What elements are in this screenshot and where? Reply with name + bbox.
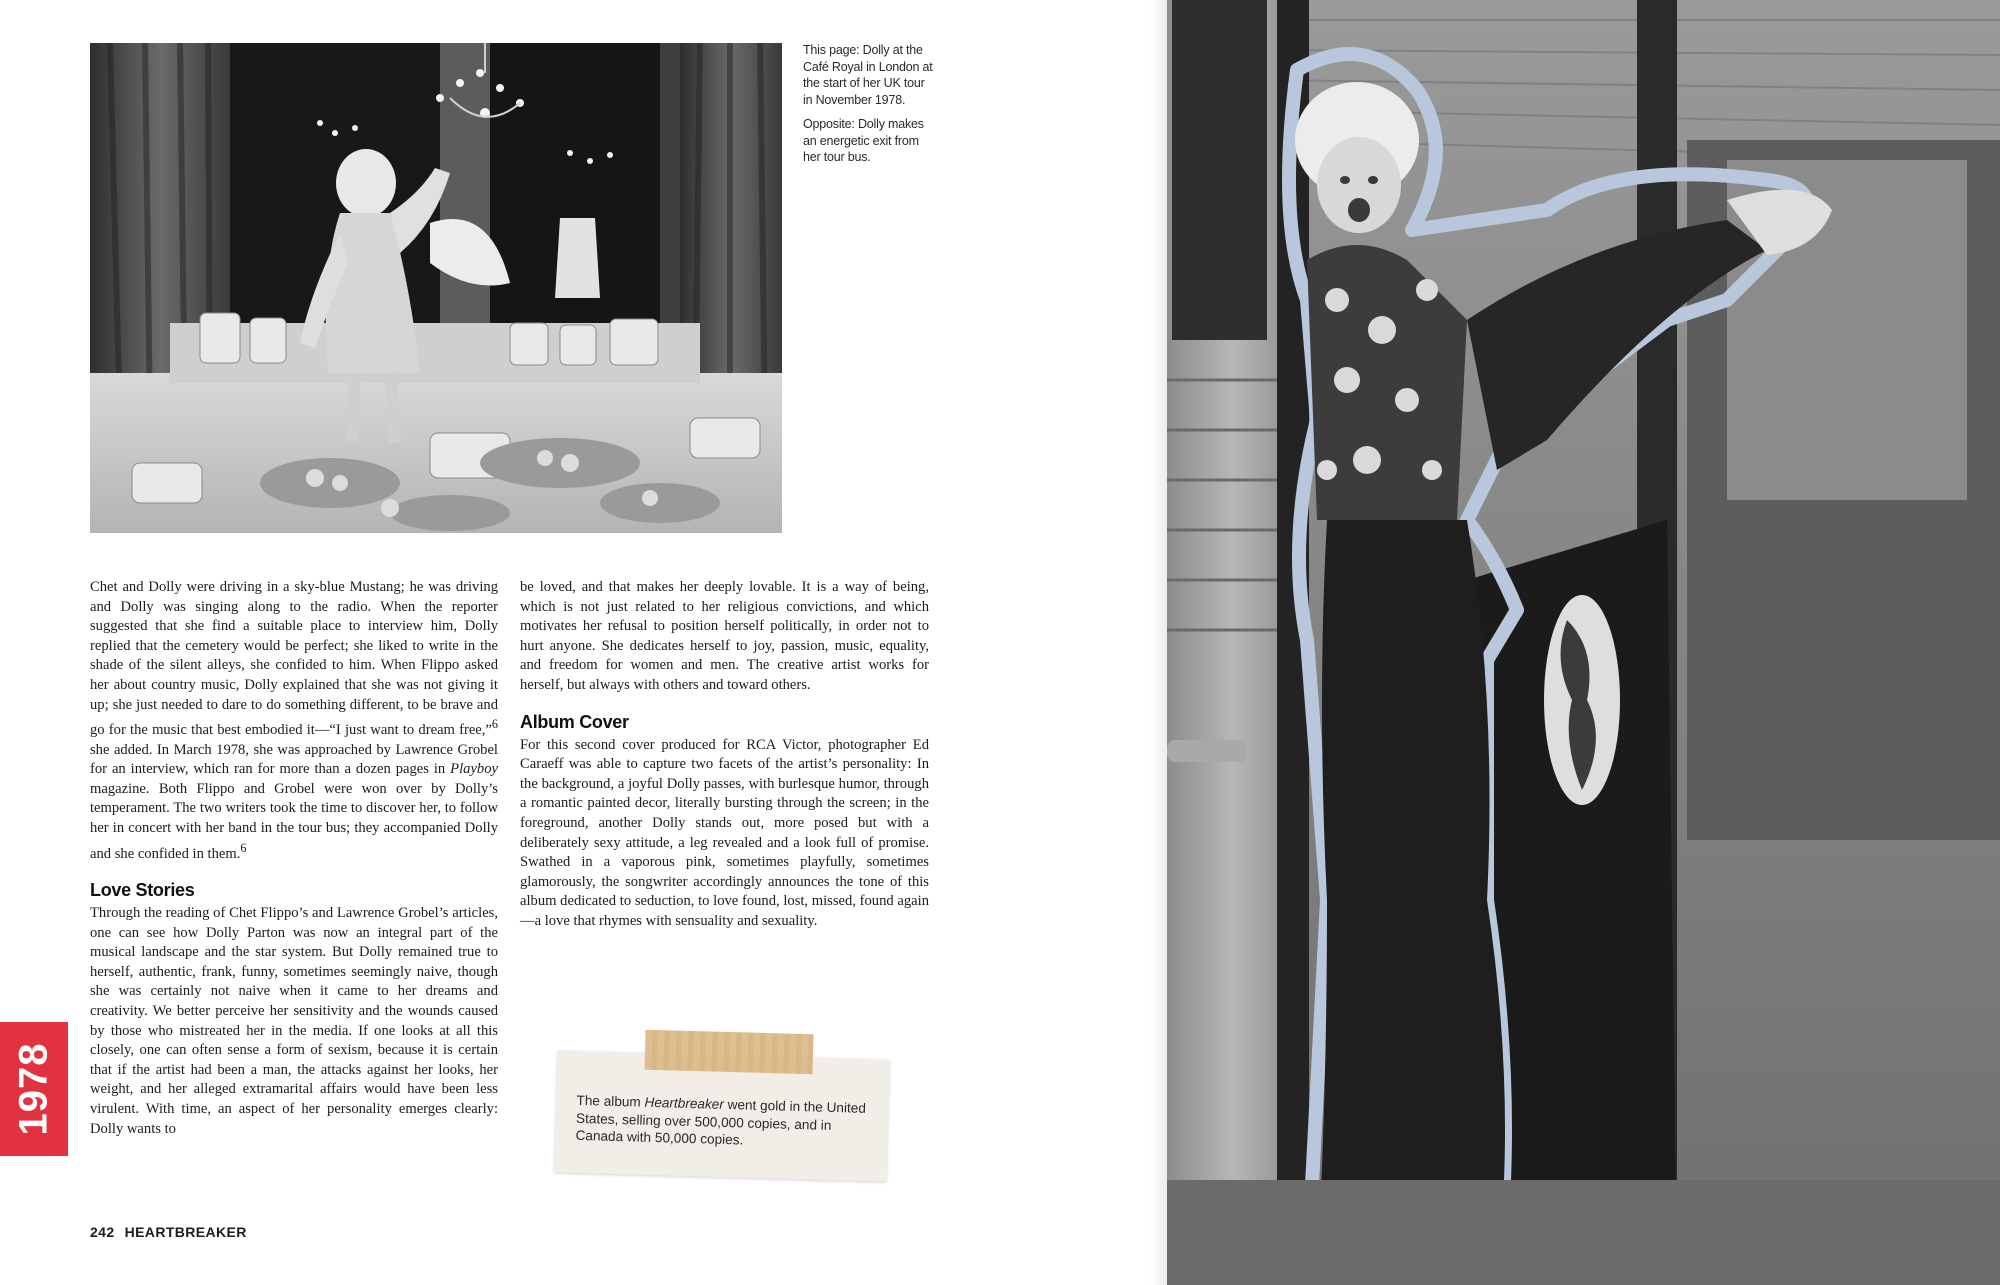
note-text	[575, 1092, 876, 1153]
note-prefix: The album	[576, 1092, 645, 1110]
subhead-love-stories: Love Stories	[90, 880, 195, 901]
caption-this-page: This page: Dolly at the Café Royal in London at the start of her UK tour in November 1978.	[803, 43, 933, 107]
year-label: 1978	[11, 1042, 56, 1136]
intro-text-b: she added. In March 1978, she was approached by Lawrence Grobel for an interview, which ran for more than a dozen pages in	[90, 741, 498, 778]
intro-text-c: magazine. Both Flippo and Grobel were won over by Dolly’s temperament. The two writers took the time to discover her, to follow her in concert with her band in the tour bus; they accompanied Dolly and she confided in them.	[90, 780, 498, 862]
paragraph-intro	[90, 578, 498, 864]
chapter-title: HEARTBREAKER	[124, 1224, 247, 1240]
footnote-ref: 6	[240, 840, 247, 855]
tour-bus-photo	[1167, 0, 2000, 1285]
text-column-2	[520, 578, 929, 932]
paragraph-love-stories: Through the reading of Chet Flippo’s and Lawrence Grobel’s articles, one can see how Dolly Parton was now an integral part of the musical landscape and the star system. But Dolly remained true to herself, authentic, frank, funny, sometimes seemingly naive, though she was certainly not naive when it came to her dreams and creativity. We better perceive her sensitivity and the wounds caused by those who mistreated her in the media. If one looks at all this closely, one can often sense a form of sexism, because it is certain that if the artist had been a man, the attacks against her looks, her weight, and her alleged extramarital affairs would have been less virulent. With time, an aspect of her personality emerges clearly: Dolly wants to	[90, 905, 498, 1137]
cafe-royal-photo-illustration	[90, 43, 782, 533]
paragraph-continued: be loved, and that makes her deeply lovable. It is a way of being, which is not just related to her religious convictions, and which motivates her refusal to position herself politically, in order not to hurt anyone. She dedicates herself to joy, passion, music, equality, and freedom for women and men. The creative artist works for herself, but always with others and toward others.	[520, 579, 929, 693]
tape-strip	[645, 1030, 814, 1074]
tour-bus-photo-illustration	[1167, 0, 2000, 1285]
page-footer	[90, 1224, 247, 1240]
photo-captions	[803, 42, 933, 174]
page-gutter	[1150, 0, 1168, 1285]
page-number: 242	[90, 1224, 115, 1240]
note-album-title: Heartbreaker	[644, 1094, 725, 1112]
note-suffix: went gold in the United States, selling over 500,000 copies, and in Canada with 50,000 copies.	[575, 1096, 867, 1148]
magazine-title: Playboy	[450, 761, 498, 778]
paragraph-album-cover: For this second cover produced for RCA Victor, photographer Ed Caraeff was able to capture two facets of the artist’s personality: In the background, a joyful Dolly passes, with burlesque humor, through a romantic painted decor, literally bursting through the screen; in the foreground, another Dolly stands out, more posed but with a deliberately sexy attitude, a leg revealed and a look full of promise. Swathed in a vaporous pink, sometimes playfully, sometimes glamorously, the songwriter accordingly announces the tone of this album dedicated to seduction, to love found, lost, missed, found again—a love that rhymes with sensuality and sexuality.	[520, 736, 929, 929]
year-tab	[0, 1022, 68, 1156]
caption-opposite: Opposite: Dolly makes an energetic exit from her tour bus.	[803, 117, 924, 164]
text-column-1	[90, 578, 498, 1139]
footnote-ref: 6	[491, 717, 498, 732]
subhead-album-cover: Album Cover	[520, 711, 629, 732]
cafe-royal-photo	[90, 43, 782, 533]
intro-text-a: Chet and Dolly were driving in a sky-blue Mustang; he was driving and Dolly was singing along to the radio. When the reporter suggested that she find a suitable place to interview him, Dolly replied that the cemetery would be perfect; she liked to write in the shade of the silent alleys, she confided to him. When Flippo asked her about country music, Dolly explained that she was not giving it up; she just needed to dare to do something different, to be brave and go for the music that best embodied it—“I just want to dream free,”	[90, 579, 498, 739]
